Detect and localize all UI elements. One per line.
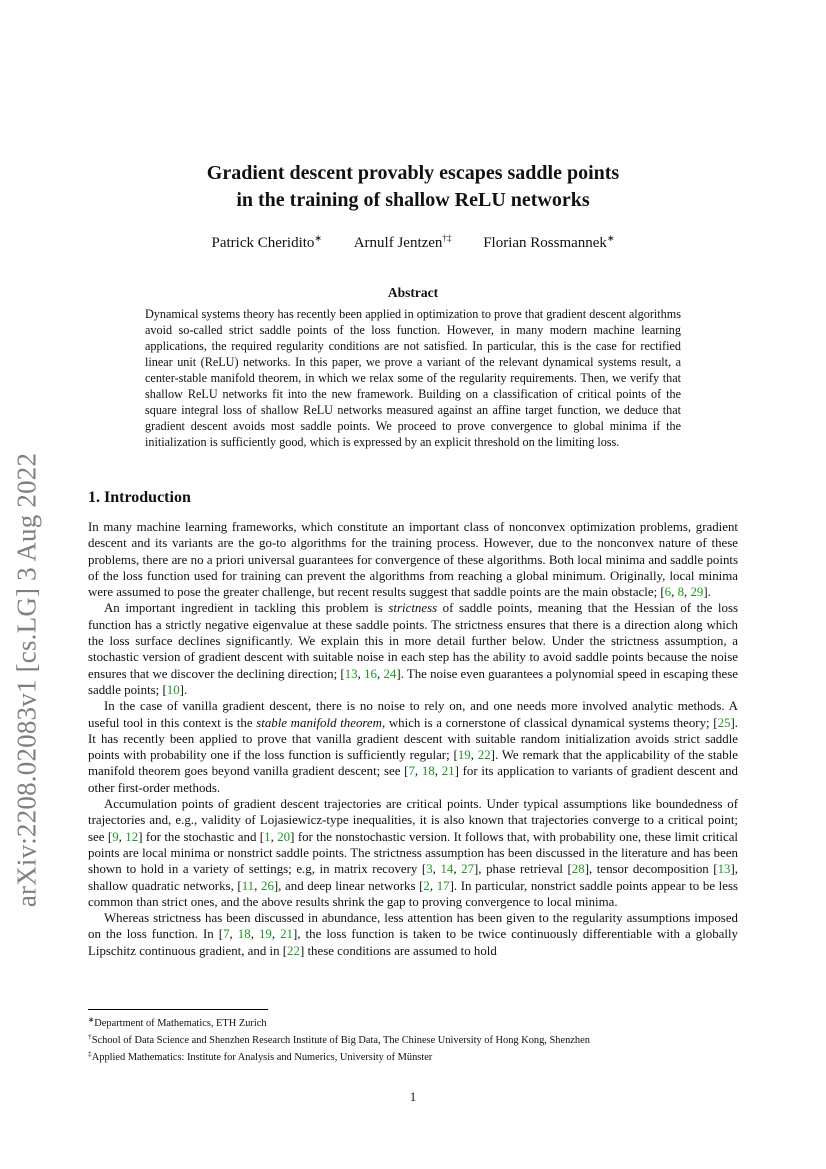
- paragraph-text: ], tensor decomposition [: [584, 862, 718, 877]
- paragraph: [88, 600, 738, 698]
- citation-link[interactable]: 13: [344, 666, 358, 681]
- paragraph-text: ]. In particular, nonstrict saddle points appear to be less common than strict ones, and the above results shrink the gap to proving convergence to local minima.: [88, 878, 739, 909]
- citation-link[interactable]: 20: [277, 829, 291, 844]
- paragraph-text: , which is a cornerstone of classical dynamical systems theory; [: [381, 715, 718, 730]
- footnote-rule: [88, 1009, 268, 1010]
- paragraph-text: ] for the stochastic and [: [138, 829, 265, 844]
- emphasized-term: strictness: [388, 601, 438, 616]
- citation-separator: ,: [470, 748, 478, 763]
- author-affiliation-mark: †‡: [442, 233, 452, 243]
- citation-link[interactable]: 19: [258, 927, 272, 942]
- paragraph-text: ], and deep linear networks [: [273, 878, 424, 893]
- citation-link[interactable]: 18: [237, 927, 251, 942]
- citation-link[interactable]: 8: [677, 585, 685, 600]
- citation-link[interactable]: 29: [690, 585, 704, 600]
- citation-separator: ,: [432, 862, 441, 877]
- citation-separator: ,: [429, 878, 437, 893]
- citation-link[interactable]: 18: [421, 764, 435, 779]
- paper-title: [88, 160, 738, 214]
- paragraph: [88, 519, 738, 600]
- citation-separator: ,: [453, 862, 462, 877]
- author-name: Arnulf Jentzen: [353, 235, 443, 251]
- citation-separator: ,: [250, 927, 259, 942]
- citation-separator: ,: [684, 585, 691, 600]
- citation-link[interactable]: 13: [717, 862, 731, 877]
- paragraph-text: Accumulation points of gradient descent trajectories are critical points. Under typical assumptions like boundedness of trajectories and, e.g., validity of Lojasiewicz-type inequalities, it is also known that trajectories converge to a critical point; see [: [88, 797, 738, 844]
- citation-link[interactable]: 6: [664, 585, 672, 600]
- citation-link[interactable]: 22: [477, 748, 491, 763]
- footnote-mark: ‡: [88, 1049, 92, 1058]
- footnote-mark: †: [88, 1032, 92, 1041]
- citation-link[interactable]: 25: [717, 715, 731, 730]
- paragraph-text: In many machine learning frameworks, which constitute an important class of nonconvex optimization problems, gradient descent and its variants are the go-to algorithms for the training process. However, due to the nonconvex nature of these problems, there are no a priori universal guarantees for convergence of these algorithms. Both local minima and saddle points of the loss function used for training can prevent the algorithms from reaching a global minimum. Originally, local minima were assumed to pose the greater challenge, but recent results suggest that saddle points are the main obstacle; [: [88, 520, 738, 600]
- citation-link[interactable]: 10: [166, 682, 180, 697]
- paragraph-text: ] for its application to variants of gradient descent and other first-order methods.: [88, 764, 738, 795]
- emphasized-term: stable manifold theorem: [256, 715, 382, 730]
- footnote: [88, 1030, 738, 1047]
- paragraph-text: ], phase retrieval [: [474, 862, 572, 877]
- citation-link[interactable]: 12: [125, 829, 139, 844]
- arxiv-id: arXiv:2208.02083v1 [cs.LG] 3 Aug 2022: [11, 452, 42, 908]
- citation-link[interactable]: 7: [408, 764, 415, 779]
- author: [212, 233, 322, 252]
- author-name: Patrick Cheridito: [211, 235, 315, 251]
- paragraph: [88, 796, 738, 910]
- section-heading: 1. Introduction: [88, 489, 191, 506]
- paragraph-text: ].: [703, 585, 711, 600]
- author: [483, 233, 614, 252]
- paragraph: [88, 698, 738, 796]
- paragraph-text: ].: [179, 682, 188, 697]
- paragraph-text: An important ingredient in tackling this problem is: [104, 601, 389, 616]
- citation-link[interactable]: 16: [364, 666, 377, 681]
- author-list: [88, 233, 738, 252]
- citation-link[interactable]: 24: [383, 666, 397, 681]
- footnotes: [88, 1013, 738, 1064]
- section-body: [88, 519, 738, 959]
- citation-link[interactable]: 28: [571, 862, 585, 877]
- citation-link[interactable]: 21: [441, 764, 455, 779]
- citation-link[interactable]: 3: [426, 862, 433, 877]
- footnote-mark: ∗: [88, 1015, 95, 1024]
- citation-separator: ,: [271, 927, 281, 942]
- citation-link[interactable]: 2: [423, 878, 430, 893]
- title-line-1: Gradient descent provably escapes saddle points: [206, 162, 620, 184]
- footnote-text: Department of Mathematics, ETH Zurich: [94, 1018, 267, 1029]
- citation-separator: ,: [376, 666, 384, 681]
- citation-link[interactable]: 7: [223, 927, 230, 942]
- paragraph: [88, 910, 738, 959]
- citation-separator: ,: [414, 764, 422, 779]
- paragraph-text: ]. We remark that the applicability of the stable manifold theorem goes beyond vanilla gradient descent; see [: [88, 748, 738, 779]
- citation-link[interactable]: 26: [261, 878, 274, 893]
- citation-link[interactable]: 17: [436, 878, 450, 893]
- citation-link[interactable]: 14: [440, 862, 454, 877]
- citation-link[interactable]: 19: [457, 748, 471, 763]
- paragraph-text: ] these conditions are assumed to hold: [299, 943, 497, 958]
- footnote-text: Applied Mathematics: Institute for Analysis and Numerics, University of Münster: [91, 1052, 433, 1063]
- footnote-text: School of Data Science and Shenzhen Research Institute of Big Data, The Chinese University of Hong Kong, Shenzhen: [91, 1035, 590, 1046]
- citation-separator: ,: [434, 764, 442, 779]
- citation-link[interactable]: 1: [264, 829, 271, 844]
- paragraph-text: In the case of vanilla gradient descent, there is no noise to rely on, and one needs more involved analytic methods. A useful tool in this context is the: [88, 699, 738, 730]
- citation-separator: ,: [270, 829, 278, 844]
- author-affiliation-mark: ∗: [606, 233, 615, 243]
- paragraph-text: ]. It has recently been applied to prove that vanilla gradient descent with suitable random initialization avoids strict saddle points with probability one if the loss function is sufficiently regular; [: [88, 715, 739, 763]
- citation-separator: ,: [671, 585, 678, 600]
- citation-separator: ,: [357, 666, 365, 681]
- footnote: [88, 1047, 738, 1064]
- page-number: 1: [409, 1090, 417, 1104]
- paragraph-text: ], shallow quadratic networks, [: [88, 862, 738, 893]
- paragraph-text: Whereas strictness has been discussed in abundance, less attention has been given to the regularity assumptions imposed on the loss function. In [: [88, 911, 738, 942]
- abstract-heading: Abstract: [387, 285, 439, 300]
- citation-link[interactable]: 11: [241, 878, 255, 893]
- citation-link[interactable]: 9: [112, 829, 119, 844]
- author-name: Florian Rossmannek: [483, 235, 607, 251]
- citation-separator: ,: [118, 829, 126, 844]
- abstract-text: Dynamical systems theory has recently been applied in optimization to prove that gradient descent algorithms avoid so-called strict saddle points of the loss function. However, in many modern machine learning applications, the required regularity conditions are not satisfied. In particular, this is the case for rectified linear unit (ReLU) networks. In this paper, we prove a variant of the relevant dynamical systems result, a center-stable manifold theorem, in which we relax some of the regularity requirements. Then, we verify that shallow ReLU networks fit into the new framework. Building on a classification of critical points of the square integral loss of shallow ReLU networks measured against an affine target function, we deduce that gradient descent avoids most saddle points. We proceed to prove convergence to global minima if the initialization is sufficiently good, which is expressed by an explicit threshold on the limiting loss.: [145, 307, 681, 449]
- paragraph-text: of saddle points, meaning that the Hessian of the loss function has a strictly negative eigenvalue at these saddle points. The strictness ensures that there is a direction along which the loss surface declines significantly. We explain this in more detail further below. Under the strictness assumption, a stochastic version of gradient descent with suitable noise in each step has the ability to avoid saddle points because the noise ensures that we discover the declining direction; [: [88, 601, 738, 681]
- citation-separator: ,: [229, 927, 238, 942]
- paragraph-text: ], the loss function is taken to be twice continuously differentiable with a globally Lipschitz continuous gradient, and in [: [88, 927, 738, 958]
- paragraph-text: ]. The noise even guarantees a polynomial speed in escaping these saddle points; [: [88, 666, 739, 697]
- footnote: [88, 1013, 738, 1030]
- citation-separator: ,: [254, 878, 261, 893]
- title-line-2: in the training of shallow ReLU networks: [236, 189, 590, 211]
- citation-link[interactable]: 22: [287, 943, 300, 958]
- paragraph-text: ] for the nonstochastic version. It follows that, with probability one, these limit critical points are local minima or nonstrict saddle points. The strictness assumption has been discussed in the literature and has been shown to hold in a variety of settings; e.g, in matrix recovery [: [88, 829, 739, 877]
- author-affiliation-mark: ∗: [314, 233, 322, 243]
- citation-link[interactable]: 27: [461, 862, 475, 877]
- citation-link[interactable]: 21: [280, 927, 293, 942]
- author: [354, 233, 452, 252]
